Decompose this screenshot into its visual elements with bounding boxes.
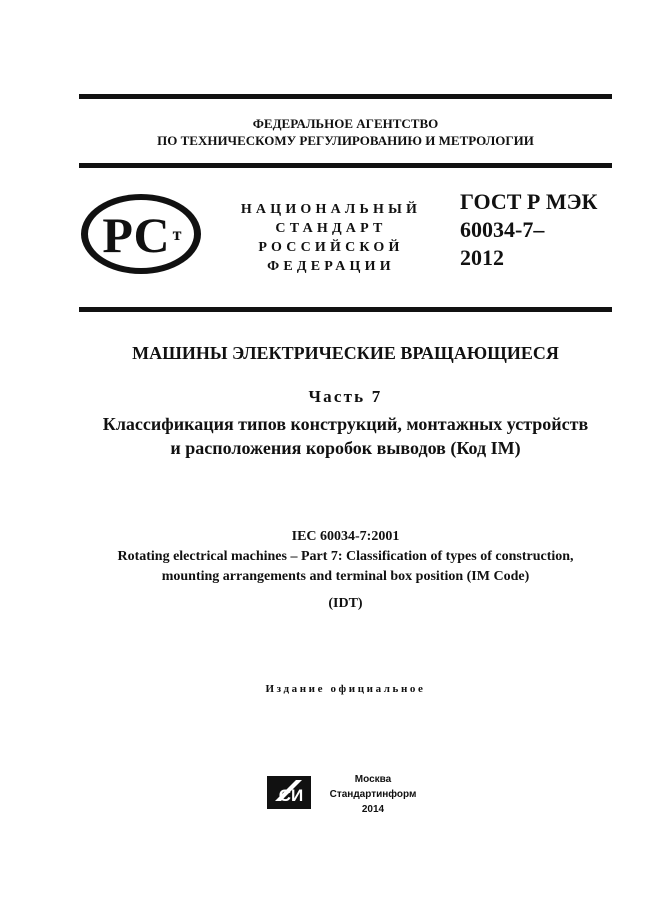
iec-reference [40, 527, 651, 587]
agency-name [79, 115, 612, 149]
national-standard-label [228, 200, 434, 276]
idt-label: (IDT) [328, 596, 363, 611]
iec-code: IEC 60034-7:2001 [291, 529, 400, 544]
standartinform-logo-icon [266, 775, 312, 810]
publisher-info [322, 772, 424, 817]
iec-title-line-1: Rotating electrical machines – Part 7: Classification of types of construction, [117, 549, 574, 564]
standard-code-line-2: 60034-7– [460, 217, 545, 242]
pub-logo-letters: СИ [278, 786, 304, 805]
rst-logo-icon [79, 192, 203, 276]
agency-line-2: ПО ТЕХНИЧЕСКОМУ РЕГУЛИРОВАНИЮ И МЕТРОЛОГИИ [157, 133, 534, 148]
national-line-3: РОССИЙСКОЙ [258, 240, 404, 255]
header-rule [79, 163, 612, 168]
subtitle [40, 412, 651, 460]
main-title: МАШИНЫ ЭЛЕКТРИЧЕСКИЕ ВРАЩАЮЩИЕСЯ [132, 343, 559, 363]
top-rule [79, 94, 612, 99]
title-rule [79, 307, 612, 312]
standard-code-line-3: 2012 [460, 245, 504, 270]
standard-code-line-1: ГОСТ Р МЭК [460, 189, 598, 214]
subtitle-line-2: и расположения коробок выводов (Код IM) [170, 438, 521, 458]
iec-title-line-2: mounting arrangements and terminal box position (IM Code) [161, 569, 530, 584]
edition-label: Издание официальное [265, 683, 426, 695]
part-number: Часть 7 [308, 387, 383, 406]
publisher-city: Москва [354, 774, 392, 785]
publisher-name: Стандартинформ [329, 789, 417, 800]
national-line-2: СТАНДАРТ [275, 221, 387, 236]
svg-text:т: т [172, 224, 182, 244]
publisher-year: 2014 [361, 804, 385, 815]
national-line-4: ФЕДЕРАЦИИ [267, 259, 395, 274]
national-line-1: НАЦИОНАЛЬНЫЙ [240, 202, 422, 217]
standard-code [460, 188, 620, 272]
agency-line-1: ФЕДЕРАЛЬНОЕ АГЕНТСТВО [252, 116, 439, 131]
subtitle-line-1: Классификация типов конструкций, монтажных устройств [102, 414, 589, 434]
logo-letters: РС [102, 207, 170, 263]
